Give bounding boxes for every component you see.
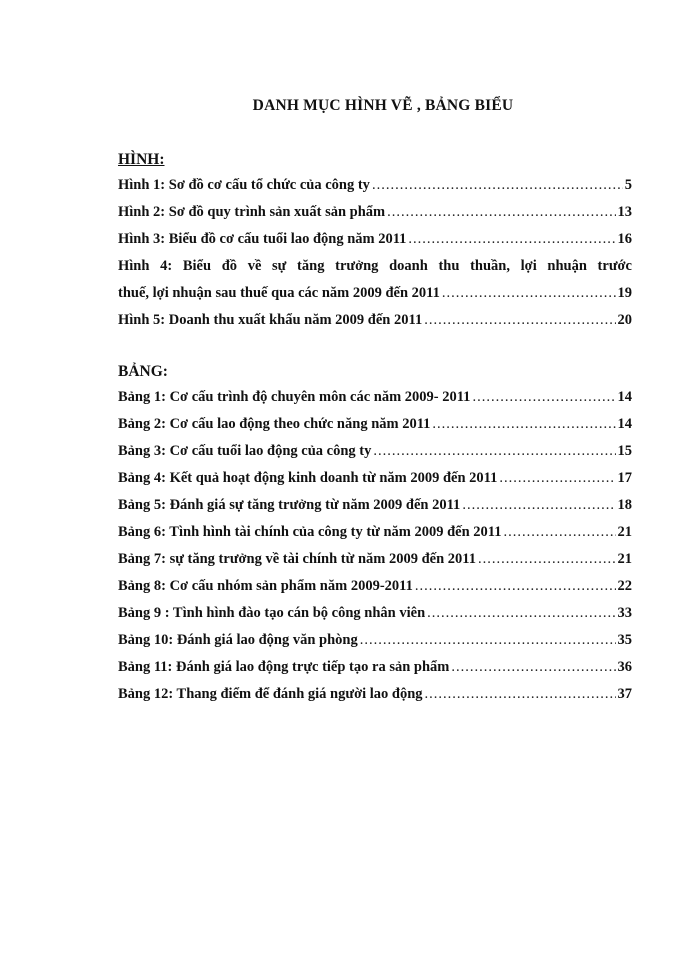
entry-page-number: 22 [617, 578, 632, 594]
dot-leader [373, 438, 615, 465]
entry-label: Bảng 1: Cơ cấu trình độ chuyên môn các năm 2009- 2011 [118, 389, 471, 405]
tables-heading: BẢNG: [118, 363, 168, 380]
dot-leader [427, 600, 615, 627]
dot-leader [442, 280, 616, 307]
figure-entry-4 [118, 253, 632, 307]
entry-page-number: 14 [617, 416, 632, 432]
entry-page-number: 18 [617, 497, 632, 513]
dot-leader [478, 546, 616, 573]
table-entry-1 [118, 384, 632, 411]
entry-page-number: 33 [617, 605, 632, 621]
table-entry-7 [118, 546, 632, 573]
entry-label: Bảng 12: Thang điểm để đánh giá người lao động [118, 686, 423, 702]
entry-page-number: 21 [617, 524, 632, 540]
entry-label: Hình 1: Sơ đồ cơ cấu tổ chức của công ty [118, 177, 370, 193]
document-page [118, 92, 632, 708]
entry-label: Hình 2: Sơ đồ quy trình sản xuất sản phẩm [118, 204, 386, 220]
entry-page-number: 35 [617, 632, 632, 648]
entry-label: Hình 5: Doanh thu xuất khẩu năm 2009 đến 2011 [118, 312, 423, 328]
dot-leader [415, 573, 616, 600]
dot-leader [432, 411, 615, 438]
table-entry-8 [118, 573, 632, 600]
table-entry-3 [118, 438, 632, 465]
dot-leader [360, 627, 616, 654]
figure-entry-3 [118, 226, 632, 253]
entry-page-number: 14 [617, 389, 632, 405]
table-entry-11 [118, 654, 632, 681]
entry-label: Bảng 9 : Tình hình đào tạo cán bộ công nhân viên [118, 605, 426, 621]
figure-entry-5 [118, 307, 632, 334]
entry-page-number: 5 [624, 177, 632, 193]
entry-page-number: 15 [617, 443, 632, 459]
dot-leader [372, 172, 623, 199]
entry-label: Bảng 8: Cơ cấu nhóm sản phẩm năm 2009-2011 [118, 578, 413, 594]
figure-entry-1 [118, 172, 632, 199]
dot-leader [499, 465, 615, 492]
table-entry-6 [118, 519, 632, 546]
table-entry-9 [118, 600, 632, 627]
entry-label: Bảng 5: Đánh giá sự tăng trưởng từ năm 2009 đến 2011 [118, 497, 461, 513]
entry-page-number: 37 [617, 686, 632, 702]
entry-page-number: 17 [617, 470, 632, 486]
dot-leader [451, 654, 615, 681]
entry-label: Bảng 2: Cơ cấu lao động theo chức năng năm 2011 [118, 416, 431, 432]
entry-label: Bảng 10: Đánh giá lao động văn phòng [118, 632, 358, 648]
dot-leader [387, 199, 615, 226]
figures-heading: HÌNH: [118, 151, 165, 168]
entry-page-number: 19 [617, 285, 632, 301]
entry-label: Bảng 6: Tình hình tài chính của công ty từ năm 2009 đến 2011 [118, 524, 502, 540]
page-title: DANH MỤC HÌNH VẼ , BẢNG BIỂU [252, 97, 514, 114]
table-entry-12 [118, 681, 632, 708]
dot-leader [408, 226, 615, 253]
entry-label: Bảng 7: sự tăng trưởng về tài chính từ năm 2009 đến 2011 [118, 551, 476, 567]
entry-page-number: 16 [617, 231, 632, 247]
table-entry-10 [118, 627, 632, 654]
dot-leader [462, 492, 615, 519]
dot-leader [472, 384, 615, 411]
dot-leader [425, 681, 616, 708]
table-entry-2 [118, 411, 632, 438]
entry-label: thuế, lợi nhuận sau thuế qua các năm 2009 đến 2011 [118, 285, 440, 301]
entry-label: Bảng 3: Cơ cấu tuổi lao động của công ty [118, 443, 372, 459]
entry-label-line1: Hình 4: Biểu đồ về sự tăng trưởng doanh thu thuần, lợi nhuận trước [118, 258, 632, 274]
entry-page-number: 13 [617, 204, 632, 220]
entry-label: Bảng 4: Kết quả hoạt động kinh doanh từ năm 2009 đến 2011 [118, 470, 498, 486]
entry-label: Bảng 11: Đánh giá lao động trực tiếp tạo ra sản phẩm [118, 659, 450, 675]
entry-label: Hình 3: Biểu đồ cơ cấu tuổi lao động năm 2011 [118, 231, 407, 247]
entry-page-number: 21 [617, 551, 632, 567]
entry-page-number: 20 [617, 312, 632, 328]
dot-leader [504, 519, 616, 546]
figure-entry-2 [118, 199, 632, 226]
table-entry-5 [118, 492, 632, 519]
table-entry-4 [118, 465, 632, 492]
entry-page-number: 36 [617, 659, 632, 675]
dot-leader [424, 307, 615, 334]
figure-entry-4-line2 [118, 280, 632, 307]
